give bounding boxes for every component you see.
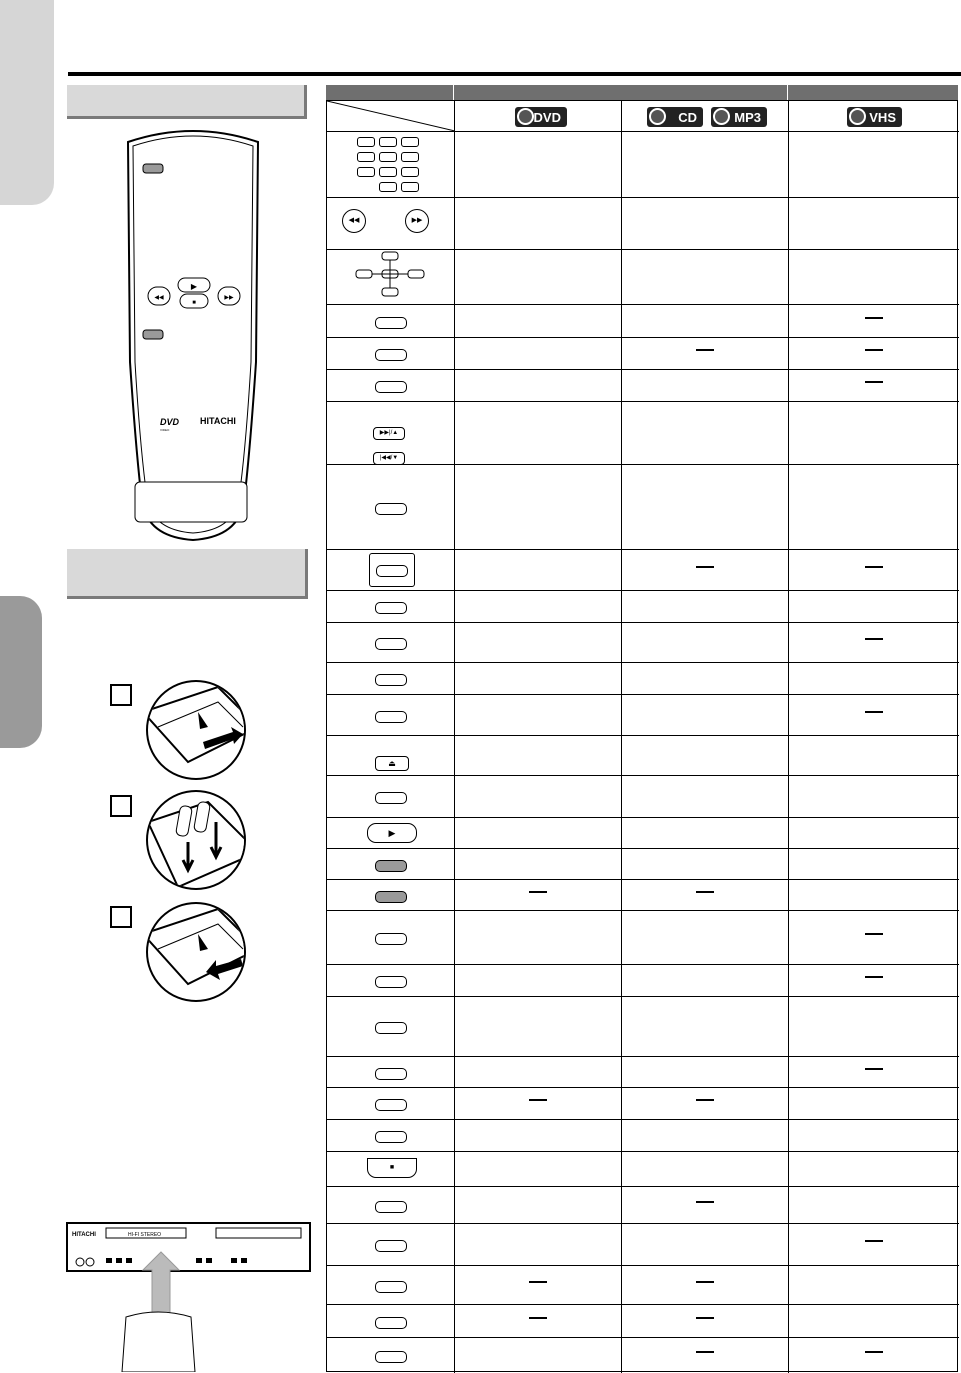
table-column-divider [621,101,622,1373]
remote-button-icon [375,1201,407,1213]
table-row-divider [327,1119,959,1120]
not-applicable-dash [865,566,883,568]
vcr-dvd-unit-illustration [66,1222,312,1372]
not-applicable-dash [865,317,883,319]
vcr-badge: HI-FI STEREO [128,1232,162,1238]
table-column-divider [788,101,789,1373]
not-applicable-dash [696,566,714,568]
skip-keys-icon: ▶▶|/▲ |◀◀/▼ [373,427,405,465]
table-row-divider [327,1151,959,1152]
not-applicable-dash [865,349,883,351]
remote-button-icon [375,503,407,515]
disc-icon [713,108,730,125]
table-row-divider [327,622,959,623]
not-applicable-dash [865,381,883,383]
table-row-divider [327,996,959,997]
vhs-logo: VHS [847,107,902,127]
not-applicable-dash [696,891,714,893]
remote-power-button-icon [375,860,407,872]
dvd-logo: DVD [515,107,567,127]
step-2-illustration [146,790,246,890]
remote-button-icon [375,602,407,614]
remote-button-icon [375,1351,407,1363]
table-row-divider [327,464,959,465]
not-applicable-dash [529,1099,547,1101]
remote-button-icon [375,1281,407,1293]
stop-icon: ■ [367,1158,417,1178]
table-row-divider [327,1087,959,1088]
step-1-illustration [146,680,246,780]
table-row-divider [327,775,959,776]
table-row-divider [327,1056,959,1057]
step-1-box [110,684,132,706]
not-applicable-dash [696,1351,714,1353]
remote-button-icon [375,317,407,329]
svg-text:▶: ▶ [190,282,198,291]
table-row-divider [327,817,959,818]
remote-control-illustration [118,122,268,542]
table-row-divider [327,549,959,550]
remote-button-icon [375,976,407,988]
table-row-divider [327,401,959,402]
not-applicable-dash [865,711,883,713]
table-row-divider [327,131,959,132]
vcr-brand: HITACHI [72,1232,96,1238]
not-applicable-dash [865,1240,883,1242]
remote-dvd-logo: DVD [160,417,180,427]
top-rule [68,72,961,76]
not-applicable-dash [865,1068,883,1070]
svg-text:◀◀: ◀◀ [154,295,164,301]
not-applicable-dash [696,1317,714,1319]
not-applicable-dash [865,976,883,978]
remote-button-icon [375,674,407,686]
table-row-divider [327,1304,959,1305]
table-row-divider [327,694,959,695]
not-applicable-dash [696,349,714,351]
section-header-batteries [67,549,308,599]
step-3-illustration [146,902,246,1002]
svg-text:■: ■ [192,300,196,306]
table-row-divider [327,304,959,305]
table-row-divider [327,879,959,880]
remote-button-icon [375,1317,407,1329]
table-body [326,100,958,1372]
svg-text:VIDEO: VIDEO [160,428,170,432]
remote-power-button-icon [375,891,407,903]
table-row-divider [327,249,959,250]
cd-logo: CD [647,107,703,127]
mp3-logo: MP3 [711,107,767,127]
table-row-divider [327,1337,959,1338]
not-applicable-dash [529,1317,547,1319]
framed-button-icon [369,553,415,587]
cursor-keys-icon [354,251,426,297]
remote-button-icon [375,381,407,393]
table-row-divider [327,590,959,591]
not-applicable-dash [696,1281,714,1283]
side-tab-top [0,0,54,205]
table-row-divider [327,1223,959,1224]
remote-button-icon [375,792,407,804]
step-2-box [110,795,132,817]
side-tab-middle [0,596,42,748]
rewind-icon: ◀◀ [342,209,366,233]
step-3-box [110,906,132,928]
not-applicable-dash [696,1099,714,1101]
not-applicable-dash [696,1201,714,1203]
not-applicable-dash [865,638,883,640]
table-row-divider [327,197,959,198]
remote-button-icon [375,933,407,945]
remote-button-icon [375,711,407,723]
table-row-divider [327,848,959,849]
remote-button-icon [375,1131,407,1143]
table-row-divider [327,964,959,965]
disc-icon [649,108,666,125]
svg-text:▶▶: ▶▶ [224,295,234,301]
play-icon: ▶ [367,823,417,843]
table-row-divider [327,735,959,736]
cassette-icon [849,108,866,125]
remote-button-icon [375,1099,407,1111]
disc-icon [517,108,534,125]
remote-button-icon [375,1022,407,1034]
table-column-divider [454,101,455,1373]
table-header-bar [326,85,958,100]
not-applicable-dash [865,1351,883,1353]
table-row-divider [327,910,959,911]
section-header-remote [67,85,307,119]
not-applicable-dash [865,933,883,935]
remote-brand: HITACHI [200,416,236,426]
not-applicable-dash [529,891,547,893]
table-row-divider [327,662,959,663]
not-applicable-dash [529,1281,547,1283]
remote-button-icon [375,1068,407,1080]
remote-button-icon [375,1240,407,1252]
table-row-divider [327,337,959,338]
eject-icon: ⏏ [375,756,409,771]
table-row-divider [327,1186,959,1187]
remote-button-icon [375,638,407,650]
table-row-divider [327,1265,959,1266]
fast-forward-icon: ▶▶ [405,209,429,233]
remote-button-icon [375,349,407,361]
table-row-divider [327,369,959,370]
